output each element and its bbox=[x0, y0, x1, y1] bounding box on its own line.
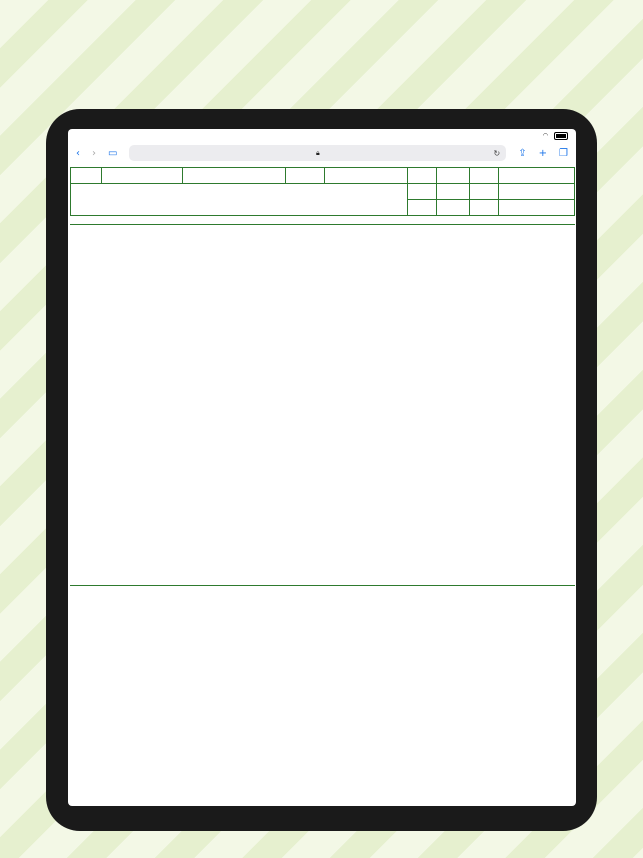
new-tab-icon[interactable]: + bbox=[538, 147, 548, 159]
back-icon[interactable]: ‹ bbox=[76, 147, 80, 159]
start-value bbox=[437, 168, 470, 184]
field-value bbox=[325, 168, 408, 184]
time-label bbox=[408, 200, 437, 216]
wifi-icon: ◠ bbox=[542, 132, 548, 139]
browser-toolbar bbox=[68, 142, 576, 164]
lock-icon: 🔒︎ bbox=[315, 148, 320, 157]
umpire-value bbox=[499, 168, 575, 184]
batting-grid-bottom bbox=[70, 585, 575, 716]
share-icon[interactable]: ⇪ bbox=[518, 147, 527, 159]
score-sheet bbox=[70, 167, 575, 716]
weather-value bbox=[499, 184, 575, 200]
end-label bbox=[408, 184, 437, 200]
address-bar[interactable] bbox=[129, 145, 506, 161]
tabs-icon[interactable]: ❐ bbox=[559, 147, 568, 159]
field-label bbox=[286, 168, 325, 184]
status-bar bbox=[68, 129, 576, 142]
ipad-screen bbox=[68, 129, 576, 806]
reload-icon[interactable]: ↻ bbox=[493, 148, 501, 158]
condition-value bbox=[499, 200, 575, 216]
umpire-label bbox=[470, 168, 499, 184]
time-value bbox=[437, 200, 470, 216]
game-info-table bbox=[70, 167, 575, 216]
date-value bbox=[102, 168, 183, 184]
batting-grid-top bbox=[70, 224, 575, 581]
end-value bbox=[437, 184, 470, 200]
bookmarks-icon[interactable]: ▭ bbox=[108, 147, 118, 159]
forward-icon[interactable]: › bbox=[92, 147, 96, 159]
game-name bbox=[183, 168, 286, 184]
battery-icon bbox=[554, 132, 568, 140]
condition-label bbox=[470, 200, 499, 216]
weather-label bbox=[470, 184, 499, 200]
start-label bbox=[408, 168, 437, 184]
date-label bbox=[71, 168, 102, 184]
matchup bbox=[71, 184, 408, 216]
